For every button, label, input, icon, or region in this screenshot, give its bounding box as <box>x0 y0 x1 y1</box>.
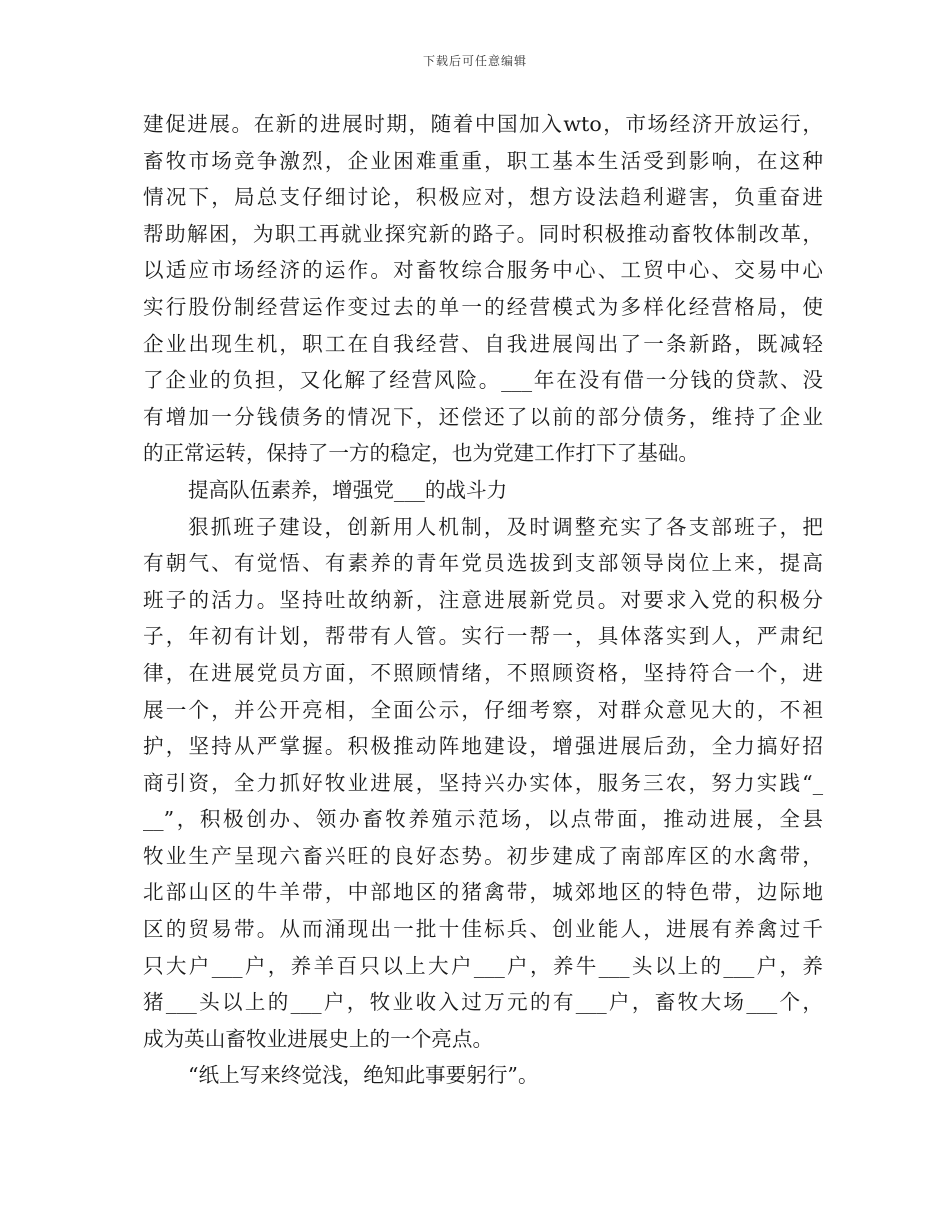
text-line: 子，年初有计划，帮带有人管。实行一帮一，具体落实到人，严肃纪 <box>143 624 823 649</box>
text-line: 实行股份制经营运作变过去的单一的经营模式为多样化经营格局，使 <box>143 294 823 319</box>
text-line: 展一个，并公开亮相，全面公示，仔细考察，对群众意见大的，不袒 <box>143 697 823 722</box>
text-line: 狠抓班子建设，创新用人机制，及时调整充实了各支部班子，把 <box>188 514 823 539</box>
text-line: 有增加一分钱债务的情况下，还偿还了以前的部分债务，维持了企业 <box>143 404 823 429</box>
text-line: 企业出现生机，职工在自我经营、自我进展闯出了一条新路，既减轻 <box>143 331 823 356</box>
text-line: 有朝气、有觉悟、有素养的青年党员选拔到支部领导岗位上来，提高 <box>143 551 823 576</box>
text-line: 班子的活力。坚持吐故纳新，注意进展新党员。对要求入党的积极分 <box>143 587 823 612</box>
text-line: 成为英山畜牧业进展史上的一个亮点。 <box>143 1026 494 1051</box>
text-line: __”，积极创办、领办畜牧养殖示范场，以点带面，推动进展，全县 <box>143 807 823 832</box>
text-line: 区的贸易带。从而涌现出一批十佳标兵、创业能人，进展有养禽过千 <box>143 917 823 942</box>
text-line: 提高队伍素养，增强党___的战斗力 <box>188 477 508 502</box>
text-line: 的正常运转，保持了一方的稳定，也为党建工作打下了基础。 <box>143 441 700 466</box>
text-line: 护，坚持从严掌握。积极推动阵地建设，增强进展后劲，全力搞好招 <box>143 734 823 759</box>
text-line: 律，在进展党员方面，不照顾情绪，不照顾资格，坚持符合一个，进 <box>143 660 823 685</box>
text-line: 畜牧市场竞争激烈，企业困难重重，职工基本生活受到影响，在这种 <box>143 148 823 173</box>
text-line: 商引资，全力抓好牧业进展，坚持兴办实体，服务三农，努力实践“_ <box>143 770 823 795</box>
text-line: 了企业的负担，又化解了经营风险。___年在没有借一分钱的贷款、没 <box>143 368 823 393</box>
text-line: 只大户___户，养羊百只以上大户___户，养牛___头以上的___户，养 <box>143 953 823 978</box>
text-line: 以适应市场经济的运作。对畜牧综合服务中心、工贸中心、交易中心 <box>143 258 823 283</box>
text-line: 建促进展。在新的进展时期，随着中国加入wto，市场经济开放运行， <box>143 112 823 136</box>
text-line: 帮助解困，为职工再就业探究新的路子。同时积极推动畜牧体制改革， <box>143 221 823 246</box>
text-line: 情况下，局总支仔细讨论，积极应对，想方设法趋利避害，负重奋进 <box>143 185 823 210</box>
text-line: 北部山区的牛羊带，中部地区的猪禽带，城郊地区的特色带，边际地 <box>143 880 823 905</box>
document-body <box>143 106 823 1094</box>
text-line: “纸上写来终觉浅，绝知此事要躬行”。 <box>188 1063 539 1088</box>
page-header: 下载后可任意编辑 <box>422 54 527 68</box>
text-line: 猪___头以上的___户，牧业收入过万元的有___户，畜牧大场___个， <box>143 990 823 1015</box>
text-line: 牧业生产呈现六畜兴旺的良好态势。初步建成了南部库区的水禽带， <box>143 843 823 868</box>
